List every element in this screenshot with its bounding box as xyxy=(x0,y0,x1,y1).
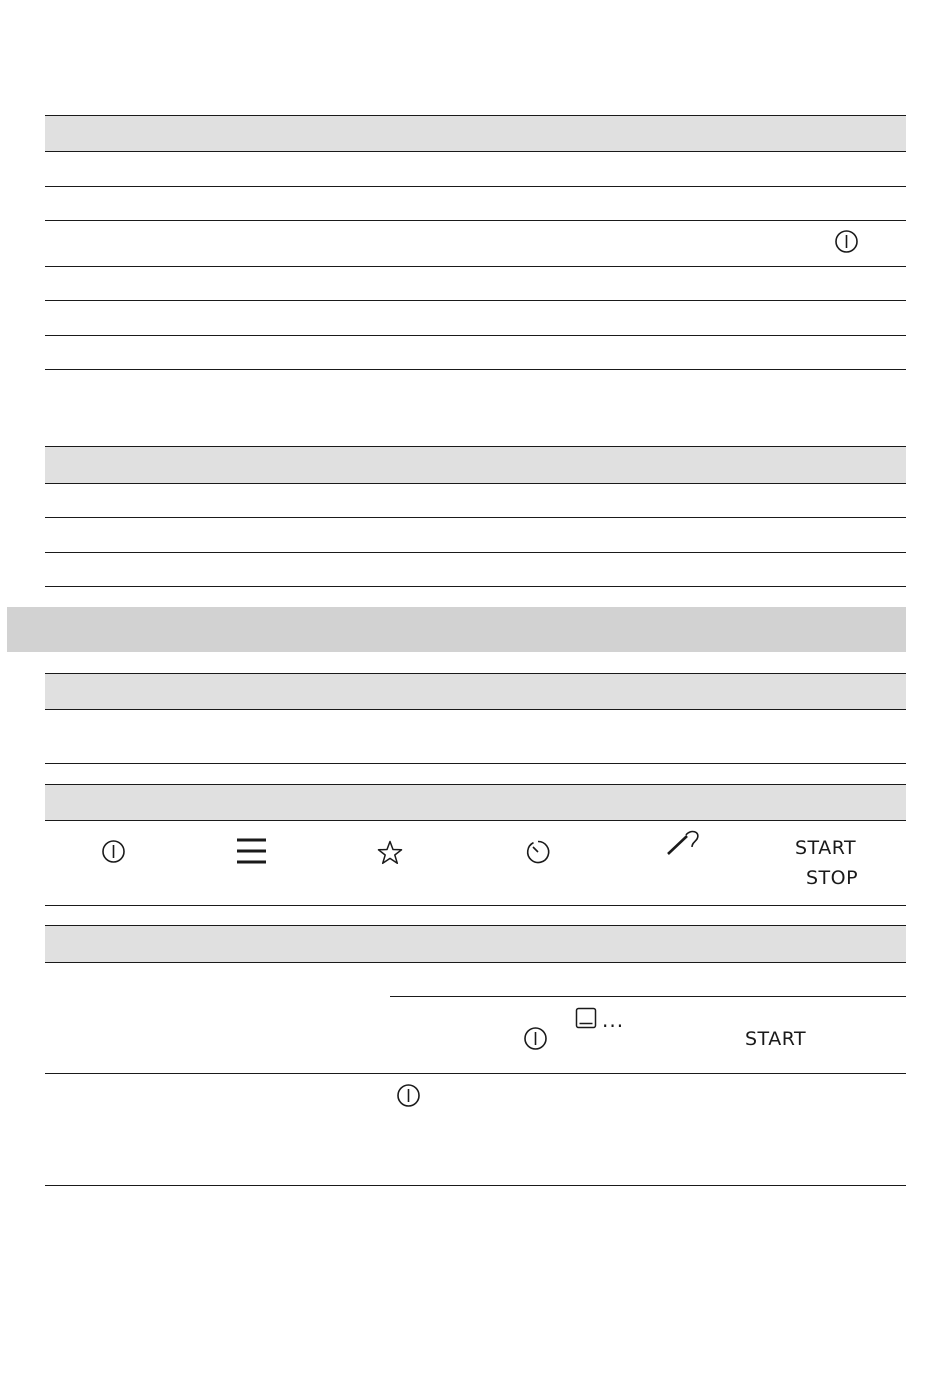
table-rule xyxy=(45,763,906,764)
start-label: START xyxy=(795,837,857,859)
stop-label: STOP xyxy=(806,867,859,889)
table-header xyxy=(45,785,906,820)
timer-icon xyxy=(525,839,551,865)
table-rule xyxy=(45,369,906,370)
table-rule xyxy=(390,996,906,997)
oven-function-icon xyxy=(575,1007,597,1029)
star-icon xyxy=(377,840,403,865)
table-header xyxy=(45,116,906,151)
table-rule xyxy=(45,300,906,301)
table-header xyxy=(45,674,906,709)
table-rule xyxy=(45,709,906,710)
table-rule xyxy=(45,151,906,152)
power-icon xyxy=(523,1026,548,1051)
table-rule xyxy=(45,1185,906,1186)
ellipsis: ... xyxy=(602,1008,625,1032)
table-rule xyxy=(45,586,906,587)
table-rule xyxy=(45,962,906,963)
table-header xyxy=(45,447,906,483)
table-rule xyxy=(45,335,906,336)
table-rule xyxy=(45,552,906,553)
table-rule xyxy=(45,220,906,221)
menu-icon xyxy=(237,838,267,864)
table-rule xyxy=(45,483,906,484)
table-rule xyxy=(45,266,906,267)
section-heading-bar xyxy=(7,607,906,652)
table-rule xyxy=(45,905,906,906)
table-rule xyxy=(45,1073,906,1074)
table-rule xyxy=(45,517,906,518)
food-sensor-icon xyxy=(666,830,702,856)
table-rule xyxy=(45,186,906,187)
power-icon xyxy=(396,1083,421,1108)
power-icon xyxy=(101,839,126,864)
table-rule xyxy=(45,820,906,821)
start-label: START xyxy=(745,1028,807,1050)
table-header xyxy=(45,926,906,962)
power-icon xyxy=(834,229,859,254)
